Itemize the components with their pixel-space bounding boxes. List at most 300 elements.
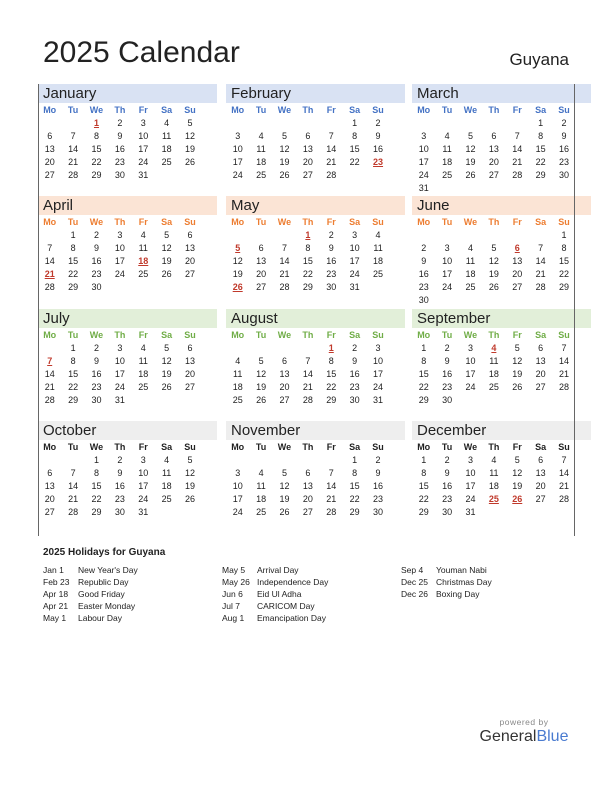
day-cell: 26 [465,170,476,180]
day-cell: 12 [279,481,290,491]
day-cell: 11 [161,468,172,478]
day-cell: 19 [488,269,499,279]
day-cell [273,117,296,130]
day-cell: 4 [258,468,264,478]
day-cell: 10 [232,481,243,491]
week-row [226,381,405,394]
day-cell: 14 [68,144,79,154]
weekday-label: Su [184,105,196,115]
holiday-name: Arrival Day [257,565,299,575]
week-row [226,281,405,294]
weekday-label: Tu [255,442,267,452]
weekday-label: Fr [326,442,336,452]
holiday-name: Eid Ul Adha [257,589,302,599]
day-cell: 9 [117,131,123,141]
day-cell: 25 [138,382,149,392]
day-cell: 10 [232,144,243,154]
day-cell: 18 [442,157,453,167]
day-cell: 13 [279,369,290,379]
day-cell: 21 [535,269,546,279]
weekday-label: Su [558,442,570,452]
day-cell: 2 [375,118,381,128]
weekday-header-row [412,103,591,117]
day-cell: 31 [373,395,384,405]
day-cell: 13 [44,481,55,491]
day-cell: 14 [326,144,337,154]
day-cell: 20 [185,256,196,266]
week-row [412,255,591,268]
day-cell: 11 [138,356,148,366]
day-cell: 31 [138,170,149,180]
week-row [38,169,217,182]
week-row [38,117,217,130]
week-row [38,381,217,394]
day-cell: 4 [258,131,264,141]
weekday-header-row [226,440,405,454]
weekday-label: Su [558,217,570,227]
day-cell: 4 [164,118,170,128]
day-cell: 19 [161,369,172,379]
day-cell: 8 [70,356,76,366]
weekday-label: Fr [138,217,148,227]
month-october [38,421,217,533]
day-cell: 22 [349,494,360,504]
week-row [38,143,217,156]
day-cell: 26 [279,507,290,517]
day-cell: 5 [164,343,170,353]
weekday-label: We [277,442,292,452]
day-cell: 4 [235,356,241,366]
weekday-label: Sa [349,105,361,115]
holiday-name: Republic Day [78,577,129,587]
holiday-date: May 5 [222,565,246,575]
day-cell: 30 [442,395,453,405]
day-cell: 26 [161,269,172,279]
day-cell: 9 [444,356,450,366]
holidays-column [43,564,138,624]
month-name: May [226,196,405,215]
weekday-label: Fr [138,105,148,115]
week-row [412,368,591,381]
weekday-label: Fr [138,330,148,340]
day-cell [482,117,505,130]
day-cell: 4 [444,131,450,141]
day-cell: 21 [302,382,313,392]
day-cell: 31 [418,183,429,193]
day-cell: 23 [418,282,429,292]
day-cell: 12 [232,256,243,266]
holiday-date: Apr 21 [43,601,69,611]
month-january [38,84,217,196]
day-cell: 24 [114,269,125,279]
weekday-label: Fr [512,105,522,115]
week-row [412,229,591,242]
day-cell [459,394,482,407]
weekday-label: Th [302,217,314,227]
weekday-label: Su [558,105,570,115]
weekday-label: Tu [441,330,453,340]
day-cell: 4 [491,455,497,465]
day-cell [155,169,178,182]
week-row [226,268,405,281]
weekday-label: Mo [417,442,431,452]
weekday-label: Tu [67,442,79,452]
day-cell: 7 [328,468,334,478]
day-cell: 9 [117,468,123,478]
day-cell: 26 [161,382,172,392]
day-cell: 8 [352,131,358,141]
weekday-label: Fr [326,330,336,340]
day-cell: 24 [373,382,384,392]
day-cell: 9 [93,356,99,366]
week-row [412,281,591,294]
day-cell: 30 [559,170,570,180]
day-cell: 11 [489,356,499,366]
day-cell [296,342,319,355]
weekday-label: Sa [161,105,173,115]
weekday-label: Th [302,330,314,340]
day-cell: 16 [91,369,102,379]
day-cell: 27 [535,382,546,392]
weekday-label: Mo [43,442,57,452]
day-cell: 19 [279,157,290,167]
day-cell: 2 [93,230,99,240]
holiday-day-cell: 23 [373,157,384,167]
weekday-label: Su [372,105,384,115]
day-cell: 5 [514,343,520,353]
day-cell: 12 [488,256,499,266]
day-cell: 28 [279,282,290,292]
weekday-label: We [463,105,478,115]
day-cell: 28 [512,170,523,180]
day-cell [366,169,389,182]
weekday-label: Tu [67,330,79,340]
week-row [38,255,217,268]
weekday-label: Th [488,217,500,227]
day-cell [366,281,389,294]
day-cell: 29 [349,507,360,517]
day-cell: 7 [328,131,334,141]
day-cell: 3 [117,343,123,353]
month-september [412,309,591,421]
day-cell: 5 [467,131,473,141]
day-cell: 25 [138,269,149,279]
day-cell: 20 [488,157,499,167]
day-cell: 14 [535,256,546,266]
day-cell: 13 [185,243,196,253]
day-cell: 7 [561,455,567,465]
day-cell: 23 [326,269,337,279]
weekday-label: Th [114,105,126,115]
week-row [38,368,217,381]
day-cell: 30 [442,507,453,517]
weekday-label: Fr [326,217,336,227]
day-cell [226,117,249,130]
day-cell: 17 [232,157,243,167]
week-row [226,156,405,169]
week-row [226,493,405,506]
day-cell: 5 [187,118,193,128]
day-cell: 29 [302,282,313,292]
week-row [226,169,405,182]
day-cell: 13 [302,481,313,491]
day-cell: 2 [444,343,450,353]
week-row [38,493,217,506]
day-cell [296,117,319,130]
day-cell: 25 [161,494,172,504]
holiday-item [401,564,492,576]
day-cell [459,182,482,195]
day-cell: 18 [256,494,267,504]
day-cell: 29 [68,282,79,292]
holiday-item [43,600,138,612]
day-cell: 8 [421,356,427,366]
day-cell [482,294,505,307]
weekday-header-row [226,328,405,342]
weekday-label: Th [302,105,314,115]
day-cell: 31 [465,507,476,517]
week-row [226,143,405,156]
day-cell: 3 [352,230,358,240]
month-name: June [412,196,591,215]
grid-border-line [38,84,39,536]
day-cell: 15 [68,369,79,379]
weekday-label: Fr [512,330,522,340]
month-name: January [38,84,217,103]
day-cell: 24 [138,157,149,167]
week-row [412,130,591,143]
day-cell: 11 [256,481,266,491]
day-cell [482,182,505,195]
day-cell: 19 [512,369,523,379]
day-cell: 23 [442,494,453,504]
day-cell: 24 [465,382,476,392]
day-cell: 14 [326,481,337,491]
week-row [226,454,405,467]
day-cell: 18 [488,481,499,491]
day-cell: 27 [185,269,196,279]
week-row [412,294,591,307]
day-cell: 22 [91,494,102,504]
day-cell: 2 [352,343,358,353]
day-cell: 10 [349,243,360,253]
day-cell [482,394,505,407]
week-row [412,394,591,407]
day-cell: 27 [302,170,313,180]
day-cell [108,281,131,294]
weekday-label: Mo [417,330,431,340]
week-row [38,130,217,143]
day-cell: 19 [256,382,267,392]
day-cell: 22 [418,494,429,504]
day-cell [320,454,343,467]
holidays-column [222,564,328,624]
day-cell [529,294,552,307]
day-cell: 10 [114,243,125,253]
day-cell: 28 [326,170,337,180]
day-cell: 12 [512,356,523,366]
weekday-label: Sa [161,330,173,340]
day-cell: 12 [161,356,172,366]
day-cell: 21 [512,157,523,167]
day-cell: 15 [91,144,102,154]
day-cell [178,506,201,519]
weekday-label: Tu [441,442,453,452]
weekday-label: Sa [161,442,173,452]
day-cell: 6 [281,356,287,366]
week-row [226,242,405,255]
day-cell: 1 [538,118,544,128]
day-cell: 19 [161,256,172,266]
day-cell: 7 [47,243,53,253]
holiday-date: Sep 4 [401,565,424,575]
weekday-label: Sa [535,217,547,227]
week-row [412,143,591,156]
week-row [226,506,405,519]
day-cell: 17 [465,481,476,491]
weekday-label: Sa [535,442,547,452]
week-row [226,130,405,143]
day-cell [61,117,84,130]
day-cell: 28 [302,395,313,405]
day-cell: 30 [114,507,125,517]
holiday-day-cell: 5 [235,243,241,253]
week-row [412,117,591,130]
weekday-label: Mo [43,330,57,340]
day-cell: 12 [279,144,290,154]
day-cell: 12 [465,144,476,154]
day-cell: 26 [185,157,196,167]
day-cell: 15 [349,144,360,154]
day-cell: 14 [559,356,570,366]
day-cell: 21 [68,494,79,504]
day-cell: 5 [164,230,170,240]
day-cell [506,294,529,307]
holiday-name: Independence Day [257,577,329,587]
month-name: March [412,84,591,103]
day-cell: 25 [488,382,499,392]
day-cell: 18 [161,481,172,491]
day-cell [412,229,435,242]
day-cell: 17 [138,144,149,154]
day-cell: 24 [114,382,125,392]
day-cell: 26 [512,382,523,392]
holiday-day-cell: 26 [232,282,243,292]
weekday-label: Sa [535,105,547,115]
day-cell: 2 [328,230,334,240]
weekday-label: Tu [255,105,267,115]
page-title: 2025 Calendar [43,36,240,69]
day-cell: 24 [465,494,476,504]
day-cell: 26 [256,395,267,405]
day-cell [320,117,343,130]
day-cell: 13 [535,468,546,478]
day-cell: 30 [114,170,125,180]
day-cell: 8 [328,356,334,366]
day-cell: 25 [232,395,243,405]
day-cell: 28 [326,507,337,517]
day-cell: 5 [491,243,497,253]
day-cell: 28 [535,282,546,292]
month-name: December [412,421,591,440]
day-cell: 11 [373,243,383,253]
day-cell: 8 [421,468,427,478]
day-cell: 26 [185,494,196,504]
day-cell: 6 [47,131,53,141]
week-row [412,342,591,355]
month-april [38,196,217,308]
holiday-date: May 26 [222,577,250,587]
day-cell: 17 [373,369,384,379]
day-cell: 8 [93,131,99,141]
day-cell [482,229,505,242]
day-cell: 11 [256,144,266,154]
day-cell: 23 [91,269,102,279]
day-cell: 4 [164,455,170,465]
week-row [38,156,217,169]
weekday-label: We [277,330,292,340]
day-cell: 1 [70,343,76,353]
weekday-label: Fr [138,442,148,452]
day-cell: 22 [326,382,337,392]
holiday-day-cell: 1 [93,118,99,128]
day-cell: 20 [279,382,290,392]
week-row [226,117,405,130]
weekday-label: We [89,330,104,340]
weekday-label: Su [558,330,570,340]
holiday-date: Apr 18 [43,589,69,599]
weekday-label: We [463,442,478,452]
day-cell: 21 [279,269,290,279]
day-cell: 17 [114,256,125,266]
week-row [38,355,217,368]
day-cell: 1 [93,455,99,465]
weekday-label: Mo [231,330,245,340]
day-cell [459,229,482,242]
day-cell: 14 [512,144,523,154]
month-name: April [38,196,217,215]
day-cell: 20 [535,369,546,379]
week-row [226,342,405,355]
day-cell: 20 [256,269,267,279]
holiday-item [222,576,328,588]
day-cell: 24 [442,282,453,292]
weekday-label: We [463,217,478,227]
day-cell: 1 [352,118,358,128]
week-row [38,394,217,407]
weekday-label: Tu [441,217,453,227]
day-cell: 29 [418,507,429,517]
day-cell: 7 [281,243,287,253]
day-cell [506,506,529,519]
holiday-item [43,612,138,624]
day-cell: 28 [44,282,55,292]
holiday-item [43,588,138,600]
day-cell [178,169,201,182]
month-august [226,309,405,421]
day-cell: 8 [561,243,567,253]
holiday-day-cell: 18 [138,256,149,266]
day-cell: 11 [442,144,452,154]
brand-logo [478,717,570,746]
day-cell: 17 [465,369,476,379]
weekday-header-row [38,440,217,454]
day-cell: 12 [185,468,196,478]
day-cell [273,454,296,467]
day-cell: 11 [489,468,499,478]
holiday-name: Christmas Day [436,577,492,587]
day-cell: 16 [114,144,125,154]
